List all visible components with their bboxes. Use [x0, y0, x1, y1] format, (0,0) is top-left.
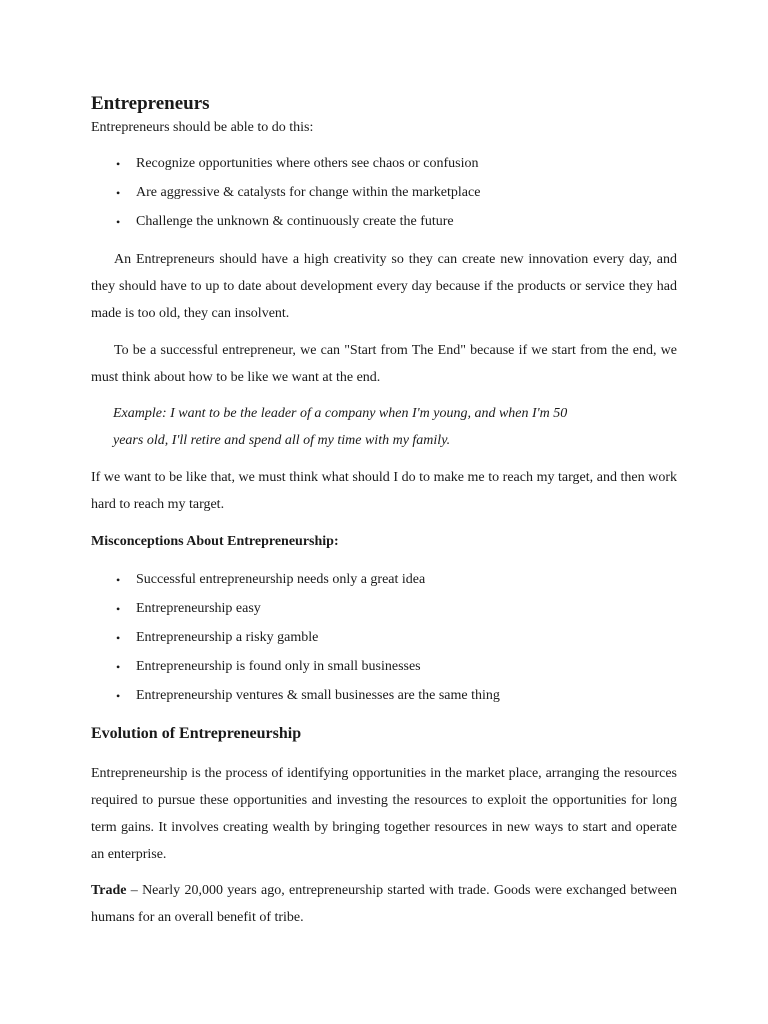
example-line-2: years old, I'll retire and spend all of my time with my family. [113, 433, 451, 448]
heading-entrepreneurs: Entrepreneurs [91, 93, 210, 114]
list-item-text: Entrepreneurship ventures & small businesses are the same thing [136, 688, 500, 703]
list-item [91, 570, 500, 599]
bullet-icon: • [116, 215, 121, 229]
list-item [91, 183, 480, 212]
list-item [91, 657, 500, 686]
list-item-text: Entrepreneurship is found only in small businesses [136, 659, 421, 674]
list-item-text: Challenge the unknown & continuously create the future [136, 214, 454, 229]
list-item [91, 154, 480, 183]
paragraph-trade [91, 877, 677, 931]
bullet-icon: • [116, 157, 121, 171]
list-item [91, 628, 500, 657]
intro-text: Entrepreneurs should be able to do this: [91, 120, 314, 135]
heading-evolution: Evolution of Entrepreneurship [91, 725, 302, 742]
list-item-text: Are aggressive & catalysts for change within the marketplace [136, 185, 481, 200]
list-item-text: Entrepreneurship a risky gamble [136, 630, 319, 645]
bullet-icon: • [116, 602, 121, 616]
trade-text: – Nearly 20,000 years ago, entrepreneurship started with trade. Goods were exchanged between humans for an overall benefit of tribe. [91, 883, 677, 925]
example-line-1: Example: I want to be the leader of a company when I'm young, and when I'm 50 [113, 406, 568, 421]
list-item [91, 599, 500, 628]
paragraph-start-from-end: To be a successful entrepreneur, we can "Start from The End" because if we start from the end, we must think about how to be like we want at the end. [91, 343, 677, 385]
list-item [91, 686, 500, 715]
trade-label: Trade [91, 883, 127, 898]
list-item-text: Recognize opportunities where others see chaos or confusion [136, 156, 479, 171]
bullet-icon: • [116, 573, 121, 587]
bullet-icon: • [116, 631, 121, 645]
paragraph-creativity: An Entrepreneurs should have a high creativity so they can create new innovation every day, and they should have to up to date about development every day because if the products or service they had made is too old, they can insolvent. [91, 252, 677, 321]
list-item-text: Successful entrepreneurship needs only a great idea [136, 572, 426, 587]
list-item-text: Entrepreneurship easy [136, 601, 261, 616]
misconceptions-list [91, 570, 500, 715]
bullet-icon: • [116, 186, 121, 200]
paragraph-target: If we want to be like that, we must think what should I do to make me to reach my target, and then work hard to reach my target. [91, 470, 677, 512]
paragraph-evolution: Entrepreneurship is the process of identifying opportunities in the market place, arranging the resources required to pursue these opportunities and investing the resources to exploit the opportunities for long term gains. It involves creating wealth by bringing together resources in new ways to start and operate an enterprise. [91, 766, 677, 862]
abilities-list [91, 154, 480, 241]
list-item [91, 212, 480, 241]
bullet-icon: • [116, 689, 121, 703]
bullet-icon: • [116, 660, 121, 674]
misconceptions-heading: Misconceptions About Entrepreneurship: [91, 534, 339, 549]
